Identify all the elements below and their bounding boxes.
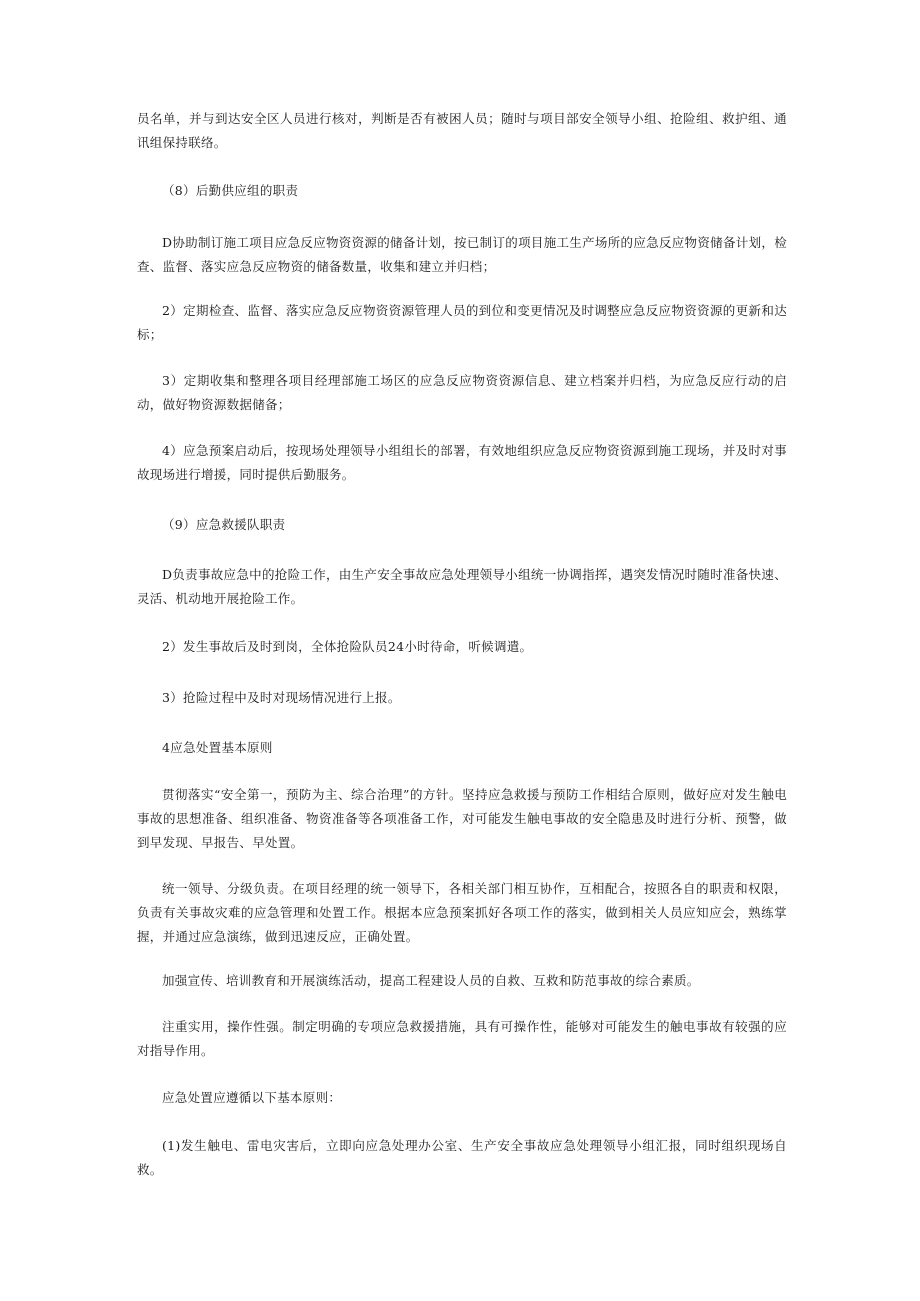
heading-emergency-principles: 4应急处置基本原则 bbox=[162, 740, 273, 755]
paragraph-rescue-1: D负责事故应急中的抢险工作，由生产安全事故应急处理领导小组统一协调指挥，遇突发情况时随时准备快速、灵活、机动地开展抢险工作。 bbox=[137, 567, 787, 606]
paragraph-personnel-check: 员名单，并与到达安全区人员进行核对，判断是否有被困人员；随时与项目部安全领导小组、抢险组、救护组、通讯组保持联络。 bbox=[137, 111, 787, 150]
paragraph-logistics-3: 3）定期收集和整理各项目经理部施工场区的应急反应物资资源信息、建立档案并归档，为应急反应行动的启动，做好物资源数据储备； bbox=[137, 373, 787, 412]
paragraph-basic-principles-intro: 应急处置应遵循以下基本原则： bbox=[162, 1090, 342, 1105]
paragraph-rescue-2: 2）发生事故后及时到岗，全体抢险队员24小时待命，听候调遣。 bbox=[162, 639, 533, 654]
paragraph-principle-item-1: (1)发生触电、雷电灾害后，立即向应急处理办公室、生产安全事故应急处理领导小组汇报，同时组织现场自救。 bbox=[137, 1138, 787, 1177]
paragraph-logistics-1: D协助制订施工项目应急反应物资资源的储备计划，按已制订的项目施工生产场所的应急反应物资储备计划，检查、监督、落实应急反应物资的储备数量，收集和建立并归档； bbox=[137, 235, 787, 274]
heading-rescue-team: （9）应急救援队职责 bbox=[162, 517, 286, 532]
paragraph-principle-practical: 注重实用，操作性强。制定明确的专项应急救援措施，具有可操作性，能够对可能发生的触电事故有较强的应对指导作用。 bbox=[137, 1019, 787, 1058]
paragraph-principle-training: 加强宣传、培训教育和开展演练活动，提高工程建设人员的自救、互救和防范事故的综合素质。 bbox=[162, 973, 700, 988]
paragraph-logistics-2: 2）定期检查、监督、落实应急反应物资资源管理人员的到位和变更情况及时调整应急反应物资资源的更新和达标； bbox=[137, 303, 787, 342]
paragraph-rescue-3: 3）抢险过程中及时对现场情况进行上报。 bbox=[162, 690, 401, 705]
paragraph-principle-safety-first: 贯彻落实“安全第一，预防为主、综合治理”的方针。坚持应急救援与预防工作相结合原则，做好应对发生触电事故的思想准备、组织准备、物资准备等各项准备工作，对可能发生触电事故的安全隐患及时进行分析、预警，做到早发现、早报告、早处置。 bbox=[137, 787, 787, 850]
heading-logistics-group: （8）后勤供应组的职责 bbox=[162, 183, 299, 198]
paragraph-logistics-4: 4）应急预案启动后，按现场处理领导小组组长的部署，有效地组织应急反应物资资源到施工现场，并及时对事故现场进行增援，同时提供后勤服务。 bbox=[137, 443, 787, 482]
paragraph-principle-unified-leadership: 统一领导、分级负责。在项目经理的统一领导下，各相关部门相互协作，互相配合，按照各自的职责和权限，负责有关事故灾难的应急管理和处置工作。根据本应急预案抓好各项工作的落实，做到相关人员应知应会，熟练掌握，并通过应急演练，做到迅速反应，正确处置。 bbox=[137, 881, 787, 944]
